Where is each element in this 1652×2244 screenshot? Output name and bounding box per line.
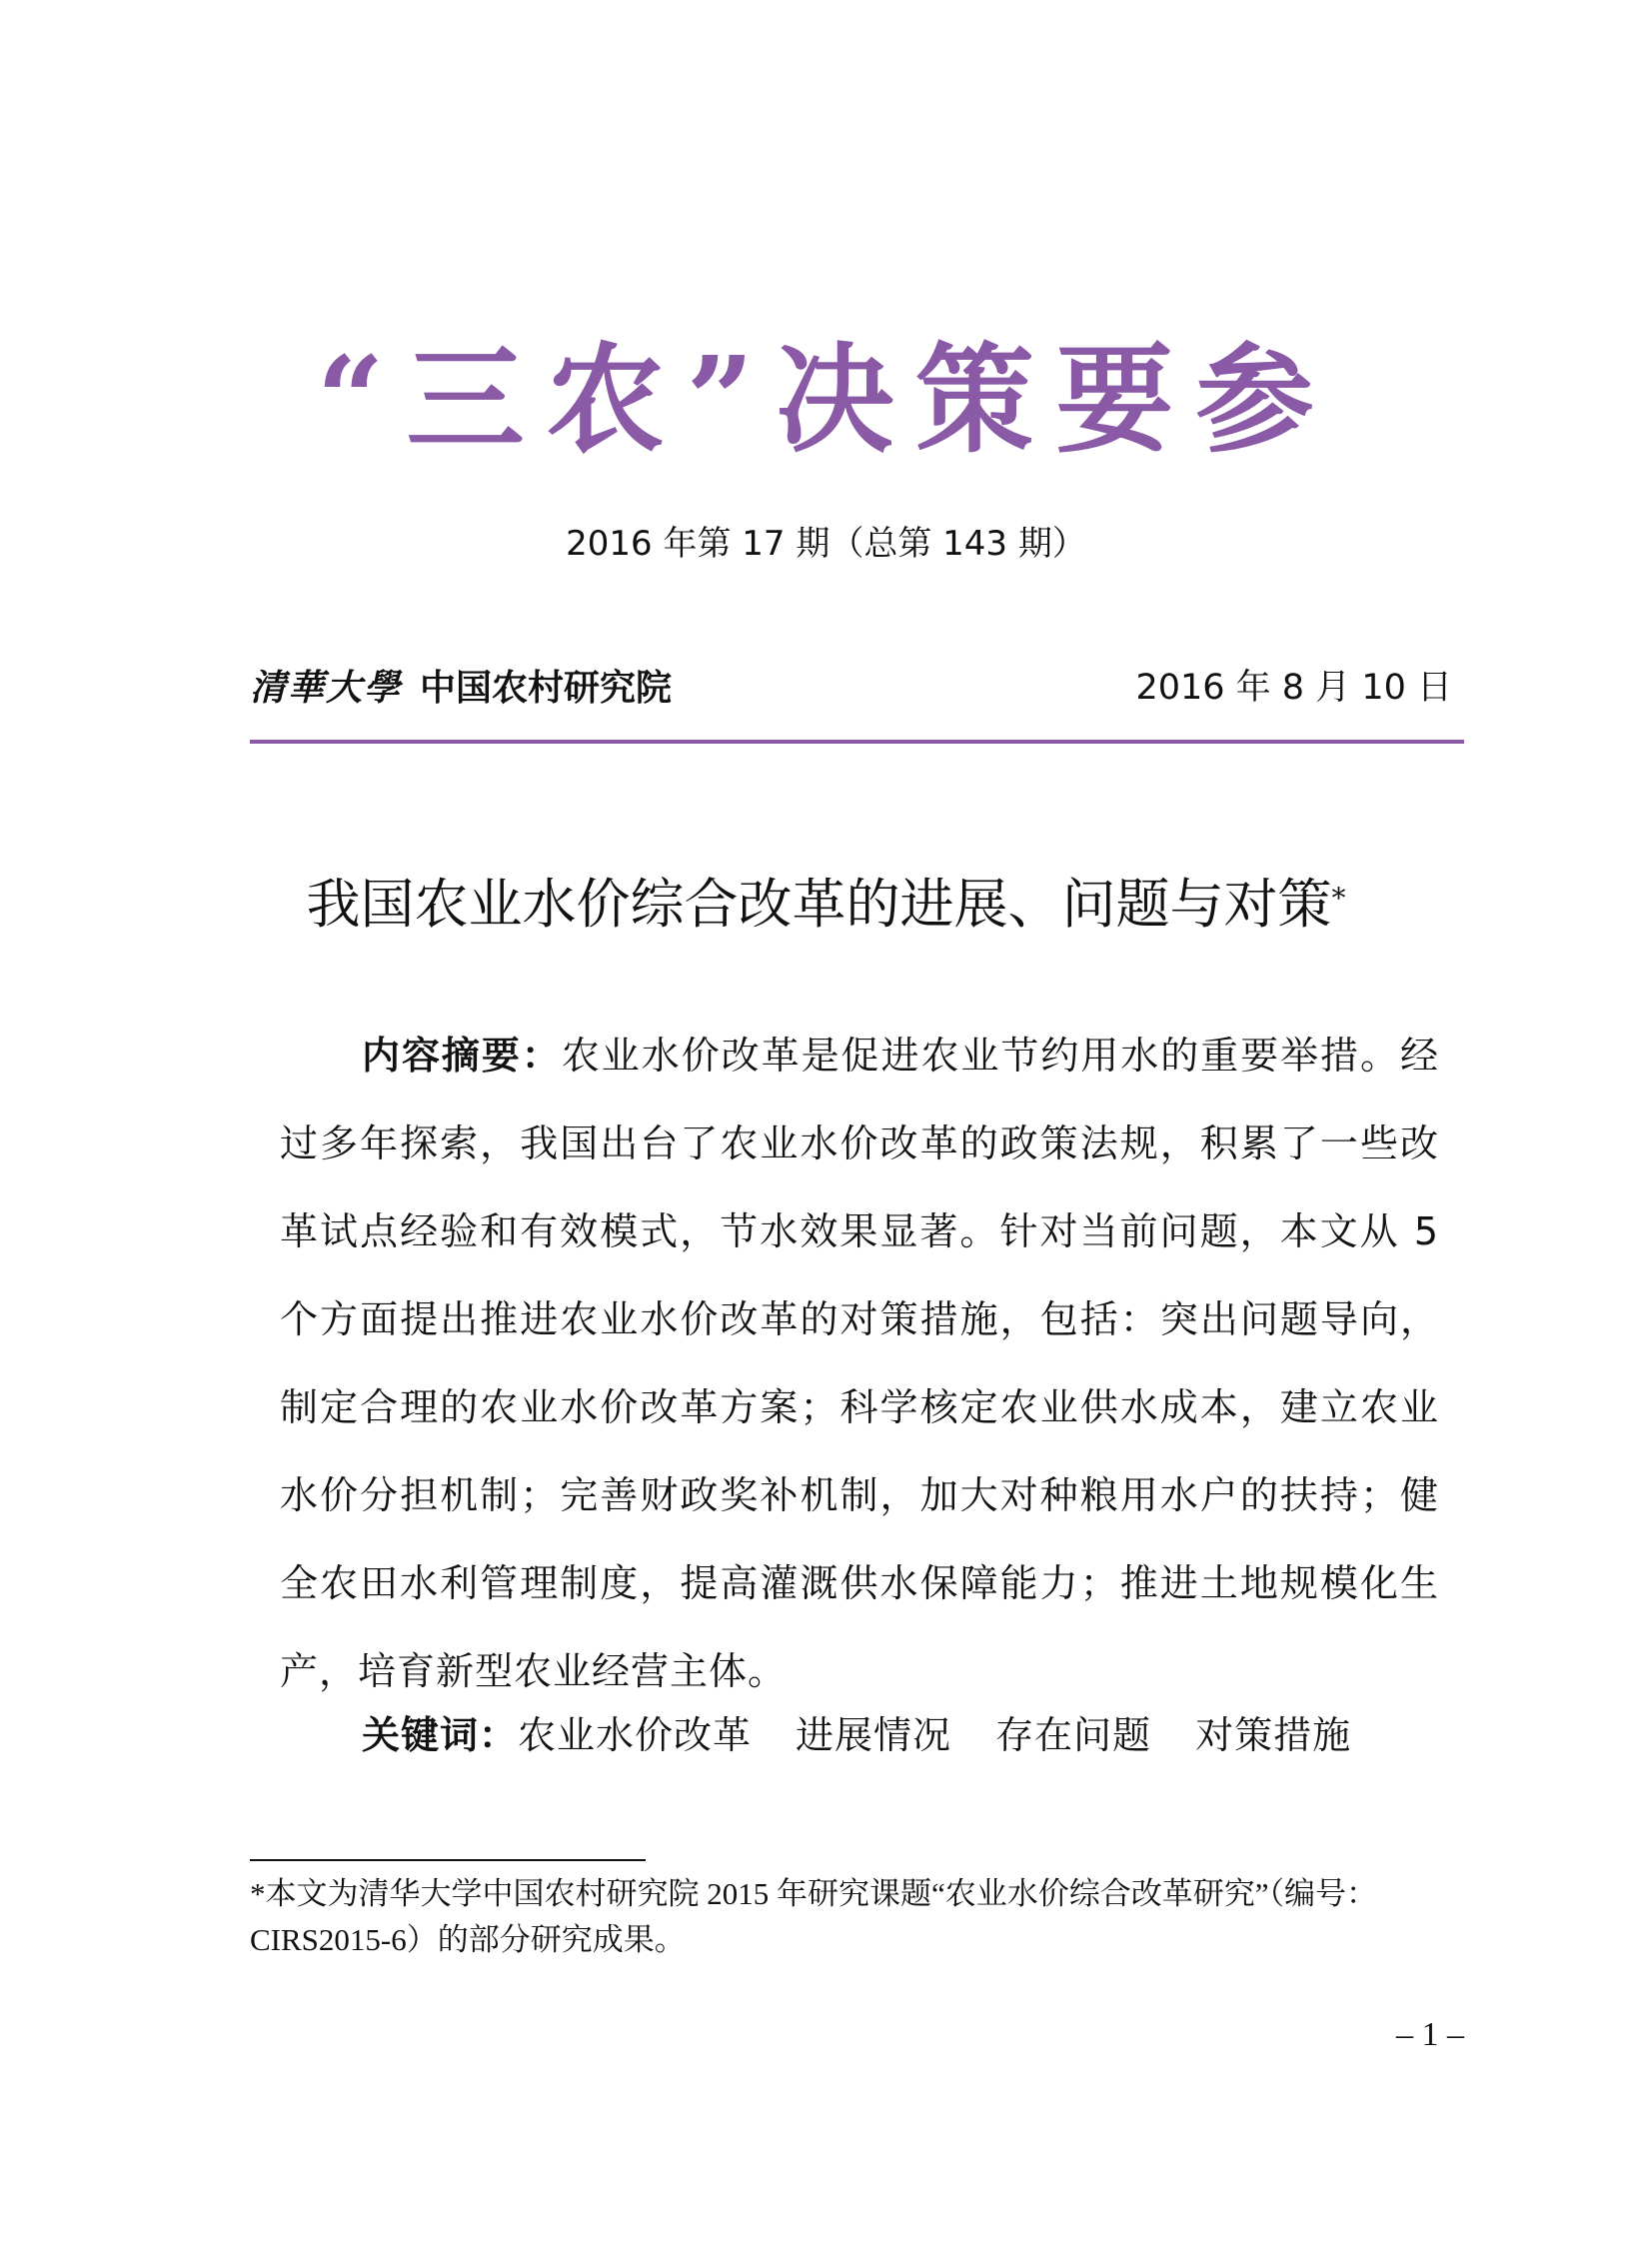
abstract-line: 过多年探索，我国出台了农业水价改革的政策法规，积累了一些改 [280, 1122, 1439, 1165]
abstract-line: 产，培育新型农业经营主体。 [280, 1649, 788, 1693]
title-footnote-mark: * [1331, 882, 1346, 915]
institution-row [250, 660, 1464, 716]
footnote-line: CIRS2015-6）的部分研究成果。 [250, 1922, 686, 1957]
keywords-label: 关键词： [362, 1713, 519, 1757]
keyword: 对策措施 [1195, 1713, 1352, 1757]
abstract-line [280, 1012, 1439, 1100]
keyword: 进展情况 [796, 1713, 952, 1757]
issue-number: 2016 年第 17 期（总第 143 期） [566, 524, 1086, 564]
abstract-line: 水价分担机制；完善财政奖补机制，加大对种粮用水户的扶持；健 [280, 1473, 1439, 1517]
institution-name: 中国农村研究院 [420, 667, 673, 709]
publication-date: 2016 年 8 月 10 日 [1135, 668, 1452, 708]
abstract-line: 全农田水利管理制度，提高灌溉供水保障能力；推进土地规模化生 [280, 1561, 1439, 1605]
article-title [0, 870, 1652, 940]
footnote [250, 1871, 1464, 1963]
abstract [280, 1012, 1439, 1715]
abstract-text: 农业水价改革是促进农业节约用水的重要举措。经 [561, 1034, 1439, 1078]
page-number: – 1 – [1396, 2016, 1464, 2053]
footnote-divider [250, 1859, 646, 1861]
university-logo-text: 清華大學 [250, 667, 403, 709]
abstract-line: 个方面提出推进农业水价改革的对策措施，包括：突出问题导向， [280, 1297, 1439, 1341]
keyword: 存在问题 [995, 1713, 1152, 1757]
abstract-line: 制定合理的农业水价改革方案；科学核定农业供水成本，建立农业 [280, 1385, 1439, 1429]
keywords [362, 1705, 1395, 1765]
masthead-title: “三农”决策要参 [316, 330, 1336, 469]
keyword: 农业水价改革 [518, 1713, 753, 1757]
article-title-text: 我国农业水价综合改革的进展、问题与对策 [306, 873, 1332, 936]
abstract-line: 革试点经验和有效模式，节水效果显著。针对当前问题，本文从 5 [280, 1209, 1439, 1253]
abstract-label: 内容摘要： [362, 1034, 562, 1078]
footnote-line: *本文为清华大学中国农村研究院 2015 年研究课题“农业水价综合改革研究”（编号： [250, 1876, 1378, 1911]
header-divider [250, 740, 1464, 744]
